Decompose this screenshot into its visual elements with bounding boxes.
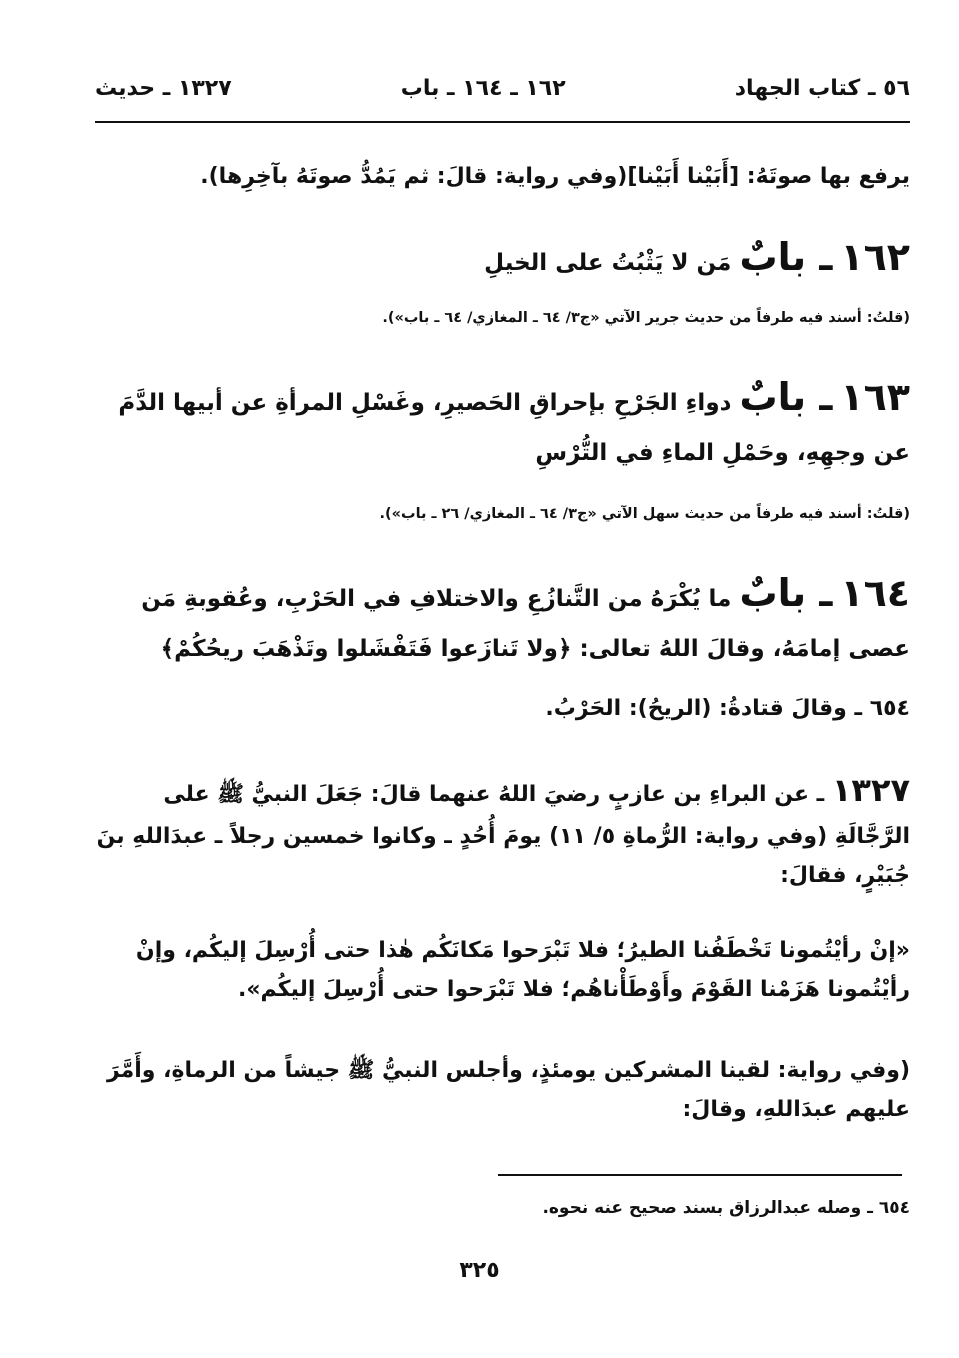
hadith-quote: «إنْ رأيْتُمونا تَخْطَفُنا الطيرُ؛ فلا تَبْرَحوا مَكانَكُم هٰذا حتى أُرْسِلَ إليكُم، وإنْ رأيْتُمونا هَزَمْنا القَوْمَ وأَوْطَأْناهُم؛ فلا تَبْرَحوا حتى أُرْسِلَ إليكُم». <box>135 938 910 1002</box>
chapter-number: ١٦٢ <box>840 235 910 279</box>
chapter-word: بابٌ <box>739 571 807 615</box>
hadith-variant: (وفي رواية: لقينا المشركين يومئذٍ، وأجلس النبيُّ ﷺ جيشاً من الرماةِ، وأَمَّرَ عليهم عبدَاللهِ، وقالَ: <box>106 1058 910 1122</box>
intro-line: يرفع بها صوتَهُ: [أَبَيْنا أَبَيْنا](وفي رواية: قالَ: ثم يَمُدُّ صوتَهُ بآخِرِها). <box>200 164 910 189</box>
chapter-heading-162: ١٦٢ ـ بابٌ مَن لا يَثْبُتُ على الخيلِ <box>484 235 910 279</box>
header-hadith-number: ١٣٢٧ ـ حديث <box>95 75 232 101</box>
footnote-divider <box>498 1174 902 1176</box>
chapter-title: ما يُكْرَهُ من التَّنازُعِ والاختلافِ في الحَرْبِ، وعُقوبةِ مَن عصى إمامَهُ، وقالَ اللهُ تعالى: ﴿ولا تَنازَعوا فَتَفْشَلوا وتَذْهَبَ ريحُكُمْ﴾ <box>141 586 910 663</box>
hadith-text: ـ عن البراءِ بن عازبٍ رضيَ اللهُ عنهما قالَ: جَعَلَ النبيُّ ﷺ على الرَّجَّالَةِ (وفي رواية: الرُّماةِ ٥/ ١١) يومَ أُحُدٍ ـ وكانوا خمسين رجلاً ـ عبدَاللهِ بنَ جُبَيْرٍ، فقالَ: <box>96 782 910 888</box>
footnote: ٦٥٤ ـ وصله عبدالرزاق بسند صحيح عنه نحوه. <box>542 1198 910 1218</box>
chapter-title: دواءِ الجَرْحِ بإحراقِ الحَصيرِ، وغَسْلِ المرأةِ عن أبيها الدَّمَ عن وجهِهِ، وحَمْلِ الماءِ في التُّرْسِ <box>118 390 910 467</box>
chapter-number: ١٦٤ <box>840 571 910 615</box>
header-divider <box>95 121 910 123</box>
hadith-1327 <box>95 762 910 895</box>
chapter-heading-163: ١٦٣ ـ بابٌ دواءِ الجَرْحِ بإحراقِ الحَصيرِ، وغَسْلِ المرأةِ عن أبيها الدَّمَ عن وجهِهِ، وحَمْلِ الماءِ في التُّرْسِ <box>118 375 910 467</box>
hadith-number: ١٣٢٧ <box>831 771 910 809</box>
page-number: ٣٢٥ <box>459 1258 500 1283</box>
header-book-title: ٥٦ ـ كتاب الجهاد <box>734 75 910 101</box>
chapter-word: بابٌ <box>739 375 807 419</box>
chapter-number: ١٦٣ <box>840 375 910 419</box>
chapter-note-162: (قلتُ: أسند فيه طرفاً من حديث جرير الآتي «ج٣/ ٦٤ ـ المغازي/ ٦٤ ـ باب»). <box>382 310 910 326</box>
athar-654: ٦٥٤ ـ وقالَ قتادةُ: (الريحُ): الحَرْبُ. <box>545 696 910 721</box>
header-chapter-range: ١٦٢ ـ ١٦٤ ـ باب <box>400 75 566 101</box>
chapter-heading-164: ١٦٤ ـ بابٌ ما يُكْرَهُ من التَّنازُعِ والاختلافِ في الحَرْبِ، وعُقوبةِ مَن عصى إمامَهُ، وقالَ اللهُ تعالى: ﴿ولا تَنازَعوا فَتَفْشَلوا وتَذْهَبَ ريحُكُمْ﴾ <box>141 571 910 663</box>
chapter-note-163: (قلتُ: أسند فيه طرفاً من حديث سهل الآتي «ج٣/ ٦٤ ـ المغازي/ ٢٦ ـ باب»). <box>379 506 910 522</box>
chapter-title: مَن لا يَثْبُتُ على الخيلِ <box>484 250 732 276</box>
chapter-word: بابٌ <box>739 235 807 279</box>
running-header <box>95 68 910 108</box>
